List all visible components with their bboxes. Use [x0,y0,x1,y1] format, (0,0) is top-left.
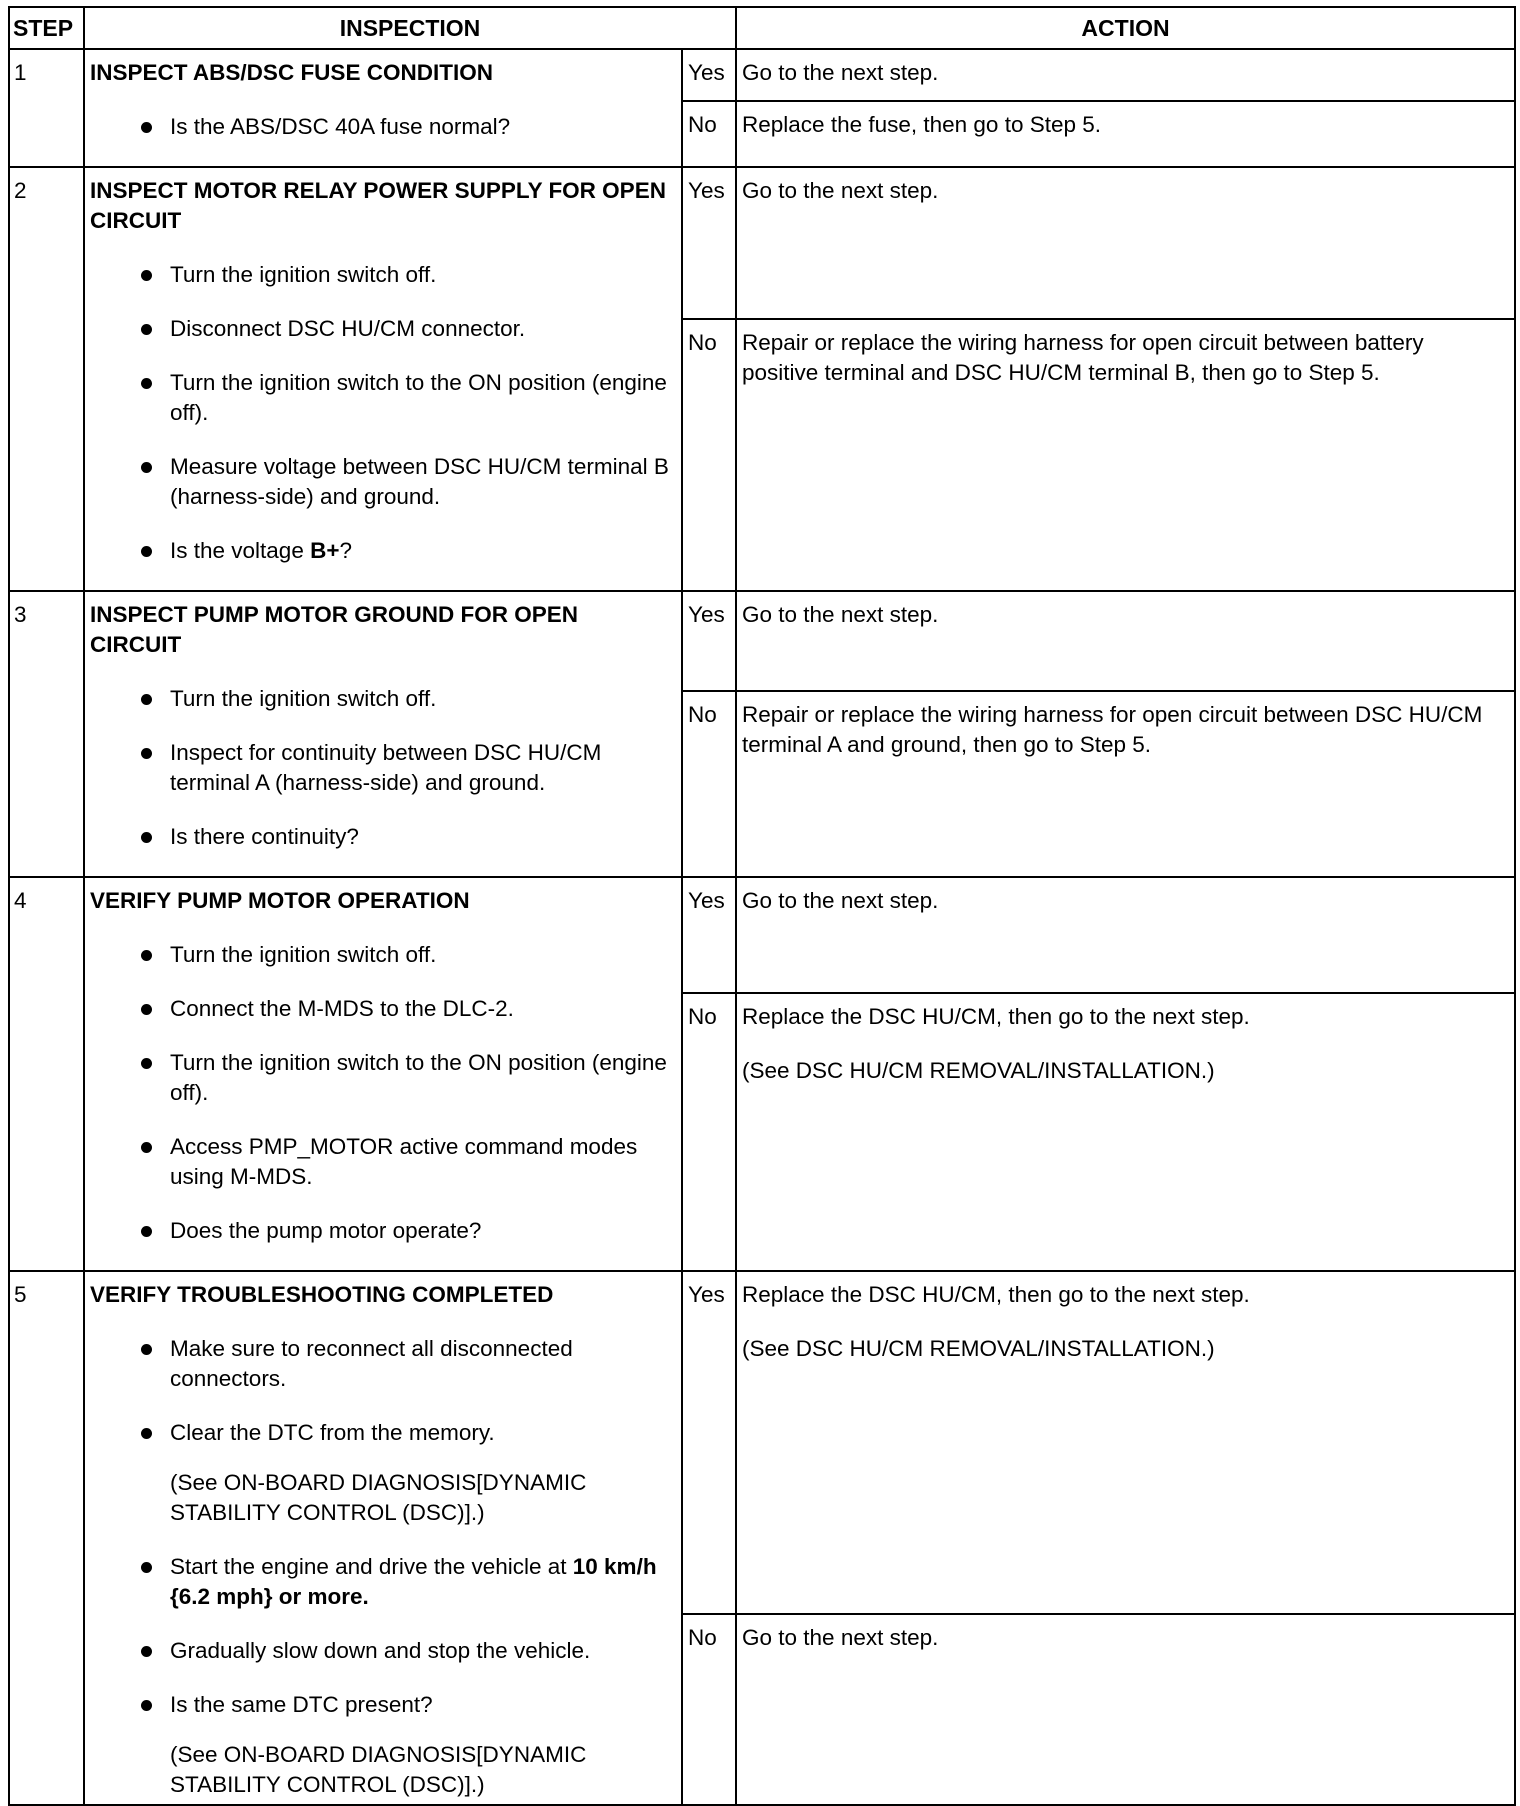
yes-label: Yes [682,591,736,691]
inspection-bullet: Access PMP_MOTOR active command modes using M-MDS. [170,1132,669,1192]
question-text: Is the voltage [170,538,311,563]
table-row [9,591,1515,691]
yes-action: Replace the DSC HU/CM, then go to the next step. [742,1282,1250,1307]
inspection-bullet: Turn the ignition switch to the ON position (engine off). [170,1048,669,1108]
inspection-bullet: Clear the DTC from the memory. [170,1418,669,1448]
inspection-bullet [170,1552,669,1612]
step-number: 4 [9,877,84,1271]
inspection-bullet: Does the pump motor operate? [170,1216,669,1246]
step-number: 2 [9,167,84,591]
yes-label: Yes [682,49,736,101]
step-header: STEP [9,7,84,49]
troubleshooting-table [8,6,1516,1806]
inspection-bullet: Turn the ignition switch to the ON position (engine off). [170,368,669,428]
inspection-title: VERIFY PUMP MOTOR OPERATION [90,888,470,913]
table-row [9,49,1515,101]
yes-label: Yes [682,1271,736,1614]
no-label: No [682,101,736,167]
inspection-cell [84,49,682,167]
step-number: 5 [9,1271,84,1805]
inspection-bullet: Gradually slow down and stop the vehicle. [170,1636,669,1666]
inspection-header: INSPECTION [84,7,736,49]
yes-action: Go to the next step. [736,877,1515,993]
inspection-bullet: Disconnect DSC HU/CM connector. [170,314,669,344]
no-action: Repair or replace the wiring harness for open circuit between battery positive terminal and DSC HU/CM terminal B, then go to Step 5. [736,319,1515,591]
inspection-reference: (See ON-BOARD DIAGNOSIS[DYNAMIC STABILITY CONTROL (DSC)].) [170,1470,587,1525]
step-number: 1 [9,49,84,167]
no-action: Repair or replace the wiring harness for open circuit between DSC HU/CM terminal A and ground, then go to Step 5. [736,691,1515,877]
inspection-title: VERIFY TROUBLESHOOTING COMPLETED [90,1282,554,1307]
no-label: No [682,1614,736,1805]
question-end: ? [339,538,352,563]
inspection-bullet: Make sure to reconnect all disconnected connectors. [170,1334,669,1394]
yes-action: Go to the next step. [736,49,1515,101]
inspection-bullet: Turn the ignition switch off. [170,260,669,290]
inspection-bullet: Is the same DTC present? [170,1690,669,1720]
inspection-bullet: Turn the ignition switch off. [170,684,669,714]
inspection-title: INSPECT PUMP MOTOR GROUND FOR OPEN CIRCUIT [90,602,578,657]
no-action-reference: (See DSC HU/CM REMOVAL/INSTALLATION.) [742,1058,1215,1083]
table-row [9,167,1515,319]
inspection-bullet: Turn the ignition switch off. [170,940,669,970]
yes-action: Go to the next step. [736,167,1515,319]
no-action: Go to the next step. [736,1614,1515,1805]
inspection-cell [84,591,682,877]
inspection-bullet: Is there continuity? [170,822,669,852]
yes-action-cell [736,1271,1515,1614]
inspection-cell [84,1271,682,1805]
inspection-cell [84,167,682,591]
no-action-cell [736,993,1515,1271]
table-row [9,1271,1515,1614]
yes-action-reference: (See DSC HU/CM REMOVAL/INSTALLATION.) [742,1336,1215,1361]
table-row [9,877,1515,993]
inspection-title: INSPECT MOTOR RELAY POWER SUPPLY FOR OPEN CIRCUIT [90,178,666,233]
yes-label: Yes [682,877,736,993]
yes-label: Yes [682,167,736,319]
action-header: ACTION [736,7,1515,49]
no-label: No [682,691,736,877]
yes-action: Go to the next step. [736,591,1515,691]
bullet-text: Start the engine and drive the vehicle at [170,1554,573,1579]
question-value: B+ [310,538,340,563]
inspection-question [170,536,669,566]
no-label: No [682,319,736,591]
inspection-title: INSPECT ABS/DSC FUSE CONDITION [90,60,493,85]
bullet-bold-text: 10 km/h {6.2 mph} or more. [170,1554,657,1609]
inspection-reference: (See ON-BOARD DIAGNOSIS[DYNAMIC STABILITY CONTROL (DSC)].) [170,1742,587,1797]
no-label: No [682,993,736,1271]
inspection-bullet: Is the ABS/DSC 40A fuse normal? [170,112,669,142]
no-action: Replace the fuse, then go to Step 5. [736,101,1515,167]
troubleshooting-document [8,6,1514,1806]
inspection-bullet: Measure voltage between DSC HU/CM terminal B (harness-side) and ground. [170,452,669,512]
header-row [9,7,1515,49]
inspection-bullet: Inspect for continuity between DSC HU/CM terminal A (harness-side) and ground. [170,738,669,798]
step-number: 3 [9,591,84,877]
inspection-bullet: Connect the M-MDS to the DLC-2. [170,994,669,1024]
inspection-cell [84,877,682,1271]
no-action: Replace the DSC HU/CM, then go to the next step. [742,1004,1250,1029]
